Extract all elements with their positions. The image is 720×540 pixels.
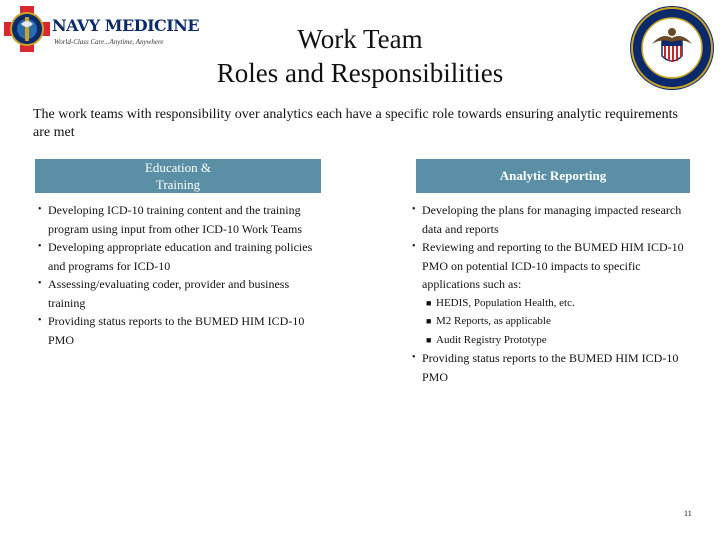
header-line-2: Training bbox=[155, 177, 201, 192]
slide-title bbox=[170, 22, 550, 90]
navy-medicine-emblem-icon bbox=[4, 4, 54, 54]
list-item: • Developing appropriate education and training policies and programs for ICD-10 bbox=[38, 240, 313, 273]
education-training-list bbox=[30, 201, 320, 349]
list-item: • Providing status reports to the BUMED HIM ICD-10 PMO bbox=[38, 314, 305, 347]
bullet-icon: • bbox=[38, 241, 42, 252]
education-training-header bbox=[35, 159, 321, 193]
bullet-icon: • bbox=[38, 278, 42, 289]
header-line-1: Education & bbox=[144, 160, 212, 175]
analytic-reporting-header: Analytic Reporting bbox=[416, 159, 690, 193]
list-item: • Reviewing and reporting to the BUMED HIM ICD-10 PMO on potential ICD-10 impacts to specific applications such as: bbox=[412, 240, 684, 291]
navy-medicine-logo bbox=[4, 4, 200, 54]
bullet-icon: • bbox=[38, 204, 42, 215]
square-bullet-icon: ■ bbox=[426, 334, 432, 345]
intro-text: The work teams with responsibility over analytics each have a specific role towards ensuring analytic requirements are met bbox=[33, 107, 678, 140]
logo-wordmark: NAVY MEDICINE bbox=[52, 16, 200, 35]
square-bullet-icon: ■ bbox=[426, 297, 432, 308]
list-item: • Providing status reports to the BUMED HIM ICD-10 PMO bbox=[412, 351, 679, 384]
sub-list-item: ■ Audit Registry Prototype bbox=[404, 331, 694, 350]
list-item: • Developing the plans for managing impacted research data and reports bbox=[412, 203, 682, 236]
bullet-icon: • bbox=[412, 241, 416, 252]
list-item: • Developing ICD-10 training content and the training program using input from other ICD-10 Work Teams bbox=[38, 203, 303, 236]
page-number: 11 bbox=[684, 509, 692, 518]
list-item: • Assessing/evaluating coder, provider and business training bbox=[38, 277, 290, 310]
square-bullet-icon: ■ bbox=[426, 316, 432, 326]
title-line-1: Work Team bbox=[297, 24, 423, 54]
bullet-icon: • bbox=[38, 315, 42, 326]
title-line-2: Roles and Responsibilities bbox=[216, 58, 504, 88]
sub-list-item: ■ M2 Reports, as applicable bbox=[404, 312, 694, 331]
logo-tagline: World-Class Care...Anytime, Anywhere bbox=[54, 38, 164, 46]
analytic-reporting-list bbox=[404, 201, 694, 386]
bullet-icon: • bbox=[412, 352, 416, 363]
bullet-icon: • bbox=[412, 204, 416, 215]
sub-list-item: ■ HEDIS, Population Health, etc. bbox=[404, 294, 694, 313]
department-seal-icon bbox=[628, 4, 716, 92]
